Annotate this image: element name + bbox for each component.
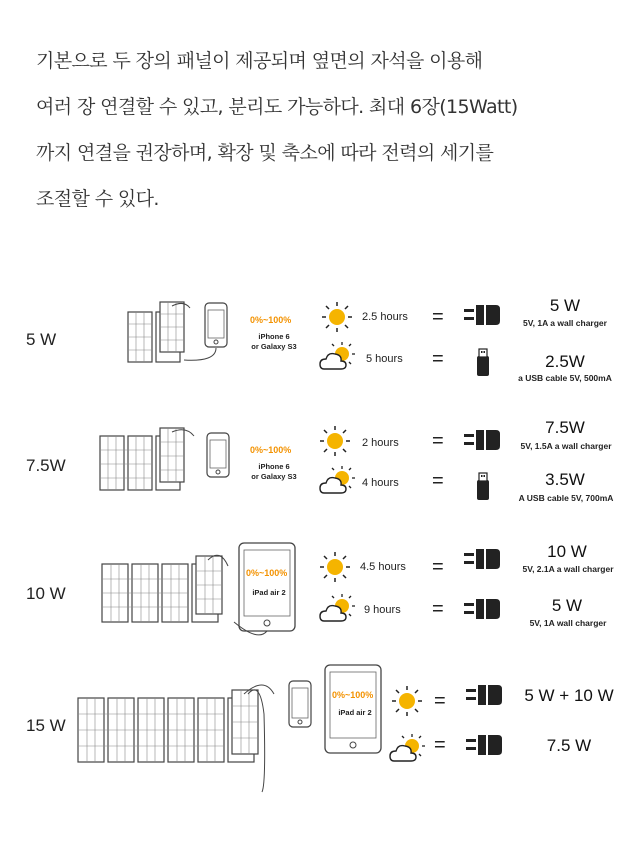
sun-icon: [320, 426, 350, 456]
solar-panel-icon: [74, 684, 264, 794]
watt-label: 7.5W: [26, 456, 66, 475]
equals-sign: =: [432, 306, 444, 328]
sun-output-desc: 5V, 2.1A a wall charger: [522, 564, 614, 574]
sun-output-value: 7.5W: [545, 418, 585, 437]
intro-text: [36, 38, 616, 222]
cloud-output-value: 7.5 W: [546, 736, 592, 755]
cloud-output-desc: a USB cable 5V, 500mA: [518, 373, 612, 383]
row-5w: [0, 290, 640, 400]
sun-icon: [320, 552, 350, 582]
wall-charger-icon: [466, 684, 502, 708]
cloud-hours: 9 hours: [364, 604, 401, 616]
charge-percent: 0%~100%: [332, 690, 374, 700]
device-line: iPad air 2: [252, 588, 286, 597]
sun-output-desc: 5V, 1.5A a wall charger: [520, 441, 612, 451]
watt-label: 10 W: [26, 584, 66, 603]
intro-line: 까지 연결을 권장하며, 확장 및 축소에 따라 전력의 세기를: [36, 142, 494, 164]
row-10w: [0, 540, 640, 660]
sun-hours: 2.5 hours: [362, 311, 408, 323]
sun-icon: [322, 302, 352, 332]
cloud-sun-icon: [320, 342, 356, 372]
sun-hours: 4.5 hours: [360, 561, 406, 573]
cloud-sun-icon: [390, 734, 426, 764]
row-15w: [0, 660, 640, 810]
equals-sign: =: [432, 598, 444, 620]
device-line: iPhone 6: [258, 462, 290, 471]
cloud-hours: 5 hours: [366, 353, 403, 365]
cloud-hours: 4 hours: [362, 477, 399, 489]
device-name: [330, 708, 380, 718]
solar-panel-icon: [124, 300, 194, 364]
cloud-output-value: 2.5W: [545, 352, 585, 371]
watt-label: 5 W: [26, 330, 57, 349]
cloud-output-value: 5 W: [551, 596, 583, 615]
cloud-output-value: 3.5W: [545, 470, 585, 489]
device-name: [246, 332, 302, 352]
row-7-5w: [0, 412, 640, 522]
sun-output-desc: 5V, 1A a wall charger: [523, 318, 607, 328]
wall-charger-icon: [464, 548, 500, 572]
equals-sign: =: [432, 556, 444, 578]
solar-panel-icon: [98, 546, 228, 636]
device-name: [246, 462, 302, 482]
wall-charger-icon: [464, 598, 500, 622]
smartphone-icon: [206, 432, 232, 482]
cloud-output-desc: A USB cable 5V, 700mA: [518, 493, 614, 503]
device-line: or Galaxy S3: [251, 472, 297, 481]
equals-sign: =: [434, 734, 446, 756]
device-line: or Galaxy S3: [251, 342, 297, 351]
charge-percent: 0%~100%: [250, 315, 292, 325]
watt-label: 15 W: [26, 716, 66, 735]
equals-sign: =: [432, 430, 444, 452]
sun-output-value: 10 W: [547, 542, 587, 561]
usb-stick-icon: [476, 472, 490, 502]
sun-icon: [392, 686, 422, 716]
equals-sign: =: [432, 348, 444, 370]
sun-hours: 2 hours: [362, 437, 399, 449]
charge-percent: 0%~100%: [246, 568, 288, 578]
device-line: iPhone 6: [258, 332, 290, 341]
equals-sign: =: [434, 690, 446, 712]
intro-line: 기본으로 두 장의 패널이 제공되며 옆면의 자석을 이용해: [36, 50, 483, 72]
device-line: iPad air 2: [338, 708, 372, 717]
sun-output-value: 5 W: [549, 296, 581, 315]
intro-line: 조절할 수 있다.: [36, 188, 159, 210]
smartphone-icon: [288, 680, 314, 732]
cloud-sun-icon: [320, 594, 356, 624]
usb-stick-icon: [476, 348, 490, 378]
charge-percent: 0%~100%: [250, 445, 292, 455]
cloud-sun-icon: [320, 466, 356, 496]
device-name: [244, 588, 294, 598]
sun-output-value: 5 W + 10 W: [524, 686, 614, 705]
smartphone-icon: [204, 302, 230, 352]
wall-charger-icon: [466, 734, 502, 758]
wall-charger-icon: [464, 429, 500, 453]
equals-sign: =: [432, 470, 444, 492]
intro-line: 여러 장 연결할 수 있고, 분리도 가능하다. 최대 6장(15Watt): [36, 96, 518, 118]
wall-charger-icon: [464, 304, 500, 328]
cloud-output-desc: 5V, 1A wall charger: [529, 618, 607, 628]
solar-panel-icon: [96, 424, 196, 494]
